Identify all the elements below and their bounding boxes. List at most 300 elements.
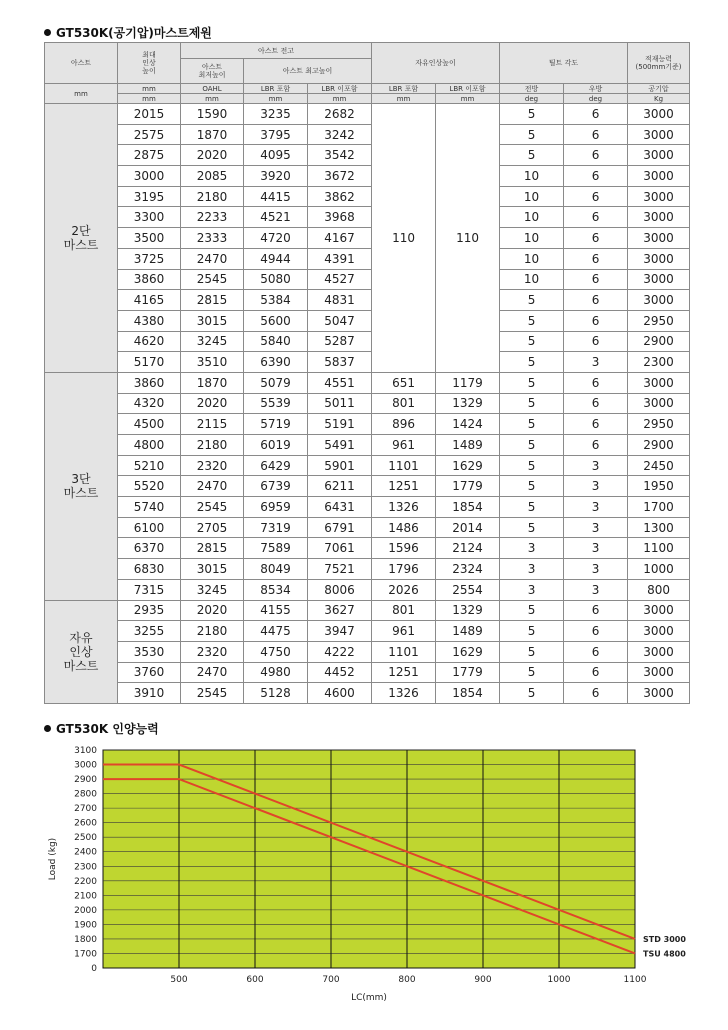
table-cell: 3 — [564, 579, 628, 600]
table-cell: 4800 — [118, 435, 181, 456]
table-cell: 3725 — [118, 248, 181, 269]
chart-section-title-text: GT530K 인양능력 — [56, 722, 159, 736]
table-cell: 1779 — [436, 662, 500, 683]
table-cell: 6 — [564, 104, 628, 125]
y-tick-label: 2900 — [74, 775, 97, 786]
header-pneumatic: 공기압 — [628, 84, 690, 94]
header-unit-max-lift: mm — [118, 84, 181, 94]
header-mast-max-height: 아스트 최고높이 — [244, 59, 372, 84]
header-unit: deg — [500, 94, 564, 104]
table-cell: 3795 — [244, 124, 308, 145]
table-row — [45, 228, 690, 249]
table-cell: 4600 — [308, 683, 372, 704]
table-row — [45, 207, 690, 228]
table-cell: 2575 — [118, 124, 181, 145]
header-tilt-angle: 틸트 각도 — [500, 43, 628, 84]
table-cell: 2014 — [436, 517, 500, 538]
series-label: STD 3000 — [643, 934, 686, 944]
table-cell: 3672 — [308, 166, 372, 187]
table-cell: 3000 — [628, 662, 690, 683]
y-tick-label: 1900 — [74, 920, 97, 931]
table-cell: 2020 — [181, 145, 244, 166]
table-cell: 2470 — [181, 662, 244, 683]
table-cell: 7319 — [244, 517, 308, 538]
table-cell: 2900 — [628, 331, 690, 352]
y-tick-label: 2200 — [74, 876, 97, 887]
table-cell: 3015 — [181, 310, 244, 331]
table-cell: 3242 — [308, 124, 372, 145]
table-cell: 3000 — [628, 600, 690, 621]
table-row — [45, 683, 690, 704]
table-cell: 6 — [564, 393, 628, 414]
table-cell: 4500 — [118, 414, 181, 435]
header-unit: mm — [118, 94, 181, 104]
table-cell: 6830 — [118, 559, 181, 580]
table-cell: 2333 — [181, 228, 244, 249]
table-cell: 5 — [500, 517, 564, 538]
table-cell: 3300 — [118, 207, 181, 228]
table-cell: 1596 — [372, 538, 436, 559]
table-cell: 801 — [372, 600, 436, 621]
y-axis-label: Load (kg) — [48, 837, 58, 881]
table-cell: 1326 — [372, 683, 436, 704]
table-cell: 3 — [564, 476, 628, 497]
table-cell: 4155 — [244, 600, 308, 621]
table-cell: 3500 — [118, 228, 181, 249]
table-cell: 5 — [500, 124, 564, 145]
table-cell: 5170 — [118, 352, 181, 373]
y-tick-label: 0 — [91, 964, 97, 974]
table-cell: 2815 — [181, 538, 244, 559]
table-cell: 5 — [500, 310, 564, 331]
table-row — [45, 559, 690, 580]
mast-group-label: 3단 마스트 — [45, 372, 118, 600]
y-tick-label: 2400 — [74, 847, 97, 858]
table-cell: 4620 — [118, 331, 181, 352]
table-cell: 3860 — [118, 269, 181, 290]
x-tick-label: 1100 — [623, 975, 647, 985]
table-row — [45, 435, 690, 456]
table-cell: 10 — [500, 186, 564, 207]
table-cell: 3000 — [628, 248, 690, 269]
table-row — [45, 538, 690, 559]
table-cell: 4750 — [244, 641, 308, 662]
table-cell: 5080 — [244, 269, 308, 290]
table-cell: 5210 — [118, 455, 181, 476]
table-row — [45, 269, 690, 290]
header-lbr-excl-1: LBR 이포함 — [308, 84, 372, 94]
table-cell: 5 — [500, 662, 564, 683]
bullet-icon — [44, 725, 51, 732]
table-cell: 6 — [564, 269, 628, 290]
table-cell: 2020 — [181, 600, 244, 621]
table-cell: 5 — [500, 476, 564, 497]
table-row — [45, 124, 690, 145]
table-cell: 2085 — [181, 166, 244, 187]
table-cell: 1629 — [436, 641, 500, 662]
table-cell: 2124 — [436, 538, 500, 559]
table-cell: 2020 — [181, 393, 244, 414]
table-cell: 5491 — [308, 435, 372, 456]
table-cell: 10 — [500, 228, 564, 249]
table-row — [45, 145, 690, 166]
table-cell: 2115 — [181, 414, 244, 435]
table-cell: 8006 — [308, 579, 372, 600]
table-cell: 3235 — [244, 104, 308, 125]
header-free-lift: 자유인상높이 — [372, 43, 500, 84]
table-cell: 5600 — [244, 310, 308, 331]
table-cell: 3 — [564, 559, 628, 580]
table-row — [45, 662, 690, 683]
table-row — [45, 476, 690, 497]
table-cell: 6390 — [244, 352, 308, 373]
table-cell: 7589 — [244, 538, 308, 559]
y-tick-label: 3000 — [74, 760, 97, 771]
table-cell: 6 — [564, 414, 628, 435]
table-cell: 5 — [500, 621, 564, 642]
chart-section-title — [44, 720, 159, 737]
table-cell: 2545 — [181, 497, 244, 518]
plot-area — [103, 750, 635, 968]
header-max-lift: 최대 인상 높이 — [118, 43, 181, 84]
table-cell: 2180 — [181, 621, 244, 642]
table-cell: 5 — [500, 352, 564, 373]
table-cell: 6 — [564, 621, 628, 642]
table-cell: 1329 — [436, 393, 500, 414]
table-cell: 1329 — [436, 600, 500, 621]
table-cell: 2320 — [181, 641, 244, 662]
table-cell: 2180 — [181, 435, 244, 456]
table-cell: 1101 — [372, 455, 436, 476]
table-cell: 3000 — [628, 186, 690, 207]
table-cell: 6 — [564, 310, 628, 331]
table-cell: 5 — [500, 414, 564, 435]
table-cell: 6 — [564, 228, 628, 249]
table-cell: 651 — [372, 372, 436, 393]
table-cell: 6 — [564, 662, 628, 683]
table-cell: 3 — [500, 538, 564, 559]
header-forward: 전방 — [500, 84, 564, 94]
table-cell: 5 — [500, 393, 564, 414]
table-cell: 1854 — [436, 683, 500, 704]
table-cell: 3000 — [118, 166, 181, 187]
y-tick-label: 2300 — [74, 862, 97, 873]
table-cell: 3 — [564, 497, 628, 518]
table-cell: 1489 — [436, 621, 500, 642]
table-cell: 4380 — [118, 310, 181, 331]
table-cell: 5 — [500, 331, 564, 352]
table-cell: 4475 — [244, 621, 308, 642]
table-cell: 2233 — [181, 207, 244, 228]
table-cell: 5 — [500, 600, 564, 621]
table-cell: 1796 — [372, 559, 436, 580]
table-row — [45, 310, 690, 331]
table-cell: 2545 — [181, 269, 244, 290]
table-cell: 5128 — [244, 683, 308, 704]
table-cell: 6 — [564, 290, 628, 311]
table-cell: 2950 — [628, 414, 690, 435]
table-cell: 6 — [564, 248, 628, 269]
table-cell: 8049 — [244, 559, 308, 580]
table-row — [45, 290, 690, 311]
table-cell: 3000 — [628, 207, 690, 228]
table-cell: 6019 — [244, 435, 308, 456]
table-cell: 6 — [564, 435, 628, 456]
table-row — [45, 497, 690, 518]
table-cell: 3000 — [628, 393, 690, 414]
table-cell: 2470 — [181, 248, 244, 269]
table-cell: 8534 — [244, 579, 308, 600]
table-cell: 3 — [564, 538, 628, 559]
table-row — [45, 455, 690, 476]
table-cell: 5840 — [244, 331, 308, 352]
x-tick-label: 500 — [170, 975, 188, 985]
table-cell: 3 — [500, 579, 564, 600]
table-cell: 7521 — [308, 559, 372, 580]
table-cell: 7315 — [118, 579, 181, 600]
table-cell: 3245 — [181, 331, 244, 352]
table-cell: 1590 — [181, 104, 244, 125]
table-cell: 2015 — [118, 104, 181, 125]
table-cell: 3000 — [628, 124, 690, 145]
table-cell: 3910 — [118, 683, 181, 704]
table-cell: 1251 — [372, 662, 436, 683]
header-lbr-incl-1: LBR 포함 — [244, 84, 308, 94]
x-tick-label: 600 — [246, 975, 264, 985]
table-cell: 896 — [372, 414, 436, 435]
table-cell: 4165 — [118, 290, 181, 311]
table-cell: 3000 — [628, 269, 690, 290]
table-cell: 5837 — [308, 352, 372, 373]
header-mast: 아스트 — [45, 43, 118, 84]
table-cell: 4521 — [244, 207, 308, 228]
x-tick-label: 900 — [474, 975, 492, 985]
table-cell: 5 — [500, 435, 564, 456]
table-cell: 10 — [500, 248, 564, 269]
table-cell: 1700 — [628, 497, 690, 518]
y-tick-label: 2000 — [74, 905, 97, 916]
y-tick-label: 2500 — [74, 833, 97, 844]
table-cell: 3920 — [244, 166, 308, 187]
table-cell: 4391 — [308, 248, 372, 269]
table-cell: 961 — [372, 435, 436, 456]
table-cell: 2180 — [181, 186, 244, 207]
table-cell: 1326 — [372, 497, 436, 518]
table-cell: 4527 — [308, 269, 372, 290]
x-tick-label: 1000 — [547, 975, 571, 985]
table-cell: 5 — [500, 104, 564, 125]
table-row — [45, 641, 690, 662]
table-cell: 2300 — [628, 352, 690, 373]
table-cell: 10 — [500, 166, 564, 187]
table-cell: 2324 — [436, 559, 500, 580]
table-cell: 5 — [500, 372, 564, 393]
table-cell: 3245 — [181, 579, 244, 600]
table-cell: 800 — [628, 579, 690, 600]
table-cell: 801 — [372, 393, 436, 414]
table-cell: 4415 — [244, 186, 308, 207]
table-cell: 2026 — [372, 579, 436, 600]
table-cell: 3 — [500, 559, 564, 580]
table-cell: 3255 — [118, 621, 181, 642]
table-cell: 3530 — [118, 641, 181, 662]
table-cell: 2935 — [118, 600, 181, 621]
table-cell: 6 — [564, 166, 628, 187]
table-cell: 1101 — [372, 641, 436, 662]
table-cell: 1100 — [628, 538, 690, 559]
table-cell: 2682 — [308, 104, 372, 125]
table-cell: 1870 — [181, 124, 244, 145]
table-cell: 1854 — [436, 497, 500, 518]
table-cell: 1424 — [436, 414, 500, 435]
table-cell: 6 — [564, 145, 628, 166]
table-cell: 5384 — [244, 290, 308, 311]
table-cell: 1950 — [628, 476, 690, 497]
table-cell: 5539 — [244, 393, 308, 414]
header-unit-mm: mm — [45, 84, 118, 104]
header-unit: mm — [181, 94, 244, 104]
table-cell: 4944 — [244, 248, 308, 269]
table-cell: 3015 — [181, 559, 244, 580]
header-backward: 우방 — [564, 84, 628, 94]
table-cell: 5 — [500, 145, 564, 166]
table-cell: 3000 — [628, 228, 690, 249]
table-cell: 6 — [564, 124, 628, 145]
table-cell: 3000 — [628, 290, 690, 311]
table-cell: 2450 — [628, 455, 690, 476]
table-cell: 3947 — [308, 621, 372, 642]
header-oahl: OAHL — [181, 84, 244, 94]
table-cell: 2950 — [628, 310, 690, 331]
table-cell: 1251 — [372, 476, 436, 497]
table-cell: 3968 — [308, 207, 372, 228]
table-cell: 3000 — [628, 372, 690, 393]
table-cell: 3000 — [628, 104, 690, 125]
table-cell: 6 — [564, 207, 628, 228]
header-capacity: 적재능력 (500mm기준) — [628, 43, 690, 84]
table-cell: 5 — [500, 641, 564, 662]
header-unit: mm — [372, 94, 436, 104]
table-cell: 961 — [372, 621, 436, 642]
table-section-title-text: GT530K(공기압)마스트제원 — [56, 26, 212, 40]
table-cell: 3000 — [628, 683, 690, 704]
table-cell: 5079 — [244, 372, 308, 393]
table-cell: 5740 — [118, 497, 181, 518]
table-cell: 3862 — [308, 186, 372, 207]
table-cell: 110 — [436, 104, 500, 373]
header-lbr-incl-2: LBR 포함 — [372, 84, 436, 94]
table-cell: 3195 — [118, 186, 181, 207]
table-row — [45, 104, 690, 125]
table-cell: 5047 — [308, 310, 372, 331]
table-cell: 1629 — [436, 455, 500, 476]
table-cell: 3860 — [118, 372, 181, 393]
table-cell: 6 — [564, 331, 628, 352]
table-cell: 6 — [564, 372, 628, 393]
table-cell: 2815 — [181, 290, 244, 311]
table-row — [45, 372, 690, 393]
header-mast-retracted: 아스트 전고 — [181, 43, 372, 59]
y-tick-label: 2100 — [74, 891, 97, 902]
table-cell: 6 — [564, 641, 628, 662]
table-row — [45, 579, 690, 600]
table-cell: 1300 — [628, 517, 690, 538]
x-axis-label: LC(mm) — [351, 993, 387, 1003]
table-cell: 4980 — [244, 662, 308, 683]
table-cell: 5719 — [244, 414, 308, 435]
table-cell: 2705 — [181, 517, 244, 538]
y-tick-label: 2800 — [74, 789, 97, 800]
table-cell: 5 — [500, 290, 564, 311]
table-row — [45, 186, 690, 207]
table-cell: 6211 — [308, 476, 372, 497]
table-cell: 6100 — [118, 517, 181, 538]
y-tick-label: 2700 — [74, 804, 97, 815]
table-cell: 10 — [500, 269, 564, 290]
table-cell: 5901 — [308, 455, 372, 476]
table-cell: 2545 — [181, 683, 244, 704]
table-cell: 5 — [500, 497, 564, 518]
table-cell: 6739 — [244, 476, 308, 497]
lifting-capacity-chart — [0, 740, 728, 1010]
table-cell: 4320 — [118, 393, 181, 414]
header-unit: mm — [244, 94, 308, 104]
table-cell: 3 — [564, 517, 628, 538]
table-cell: 3 — [564, 352, 628, 373]
y-tick-label: 1700 — [74, 949, 97, 960]
table-cell: 110 — [372, 104, 436, 373]
table-cell: 1779 — [436, 476, 500, 497]
table-cell: 6 — [564, 186, 628, 207]
table-row — [45, 331, 690, 352]
header-lbr-excl-2: LBR 이포함 — [436, 84, 500, 94]
mast-group-label: 2단 마스트 — [45, 104, 118, 373]
header-unit: mm — [436, 94, 500, 104]
table-cell: 10 — [500, 207, 564, 228]
header-unit: mm — [308, 94, 372, 104]
table-row — [45, 248, 690, 269]
table-cell: 3627 — [308, 600, 372, 621]
series-label: TSU 4800 — [643, 949, 686, 959]
table-cell: 1486 — [372, 517, 436, 538]
table-cell: 4095 — [244, 145, 308, 166]
table-cell: 3000 — [628, 621, 690, 642]
table-cell: 6429 — [244, 455, 308, 476]
table-cell: 5287 — [308, 331, 372, 352]
y-tick-label: 1800 — [74, 934, 97, 945]
table-cell: 2554 — [436, 579, 500, 600]
table-section-title — [44, 24, 212, 41]
table-row — [45, 414, 690, 435]
table-row — [45, 600, 690, 621]
x-tick-label: 800 — [398, 975, 416, 985]
table-row — [45, 621, 690, 642]
bullet-icon — [44, 29, 51, 36]
table-cell: 3000 — [628, 145, 690, 166]
table-cell: 2900 — [628, 435, 690, 456]
table-cell: 7061 — [308, 538, 372, 559]
y-tick-label: 2600 — [74, 818, 97, 829]
table-cell: 3 — [564, 455, 628, 476]
table-cell: 2470 — [181, 476, 244, 497]
table-cell: 5 — [500, 683, 564, 704]
x-tick-label: 700 — [322, 975, 340, 985]
table-cell: 3000 — [628, 641, 690, 662]
table-cell: 4452 — [308, 662, 372, 683]
table-cell: 6 — [564, 683, 628, 704]
table-cell: 1179 — [436, 372, 500, 393]
table-cell: 3760 — [118, 662, 181, 683]
